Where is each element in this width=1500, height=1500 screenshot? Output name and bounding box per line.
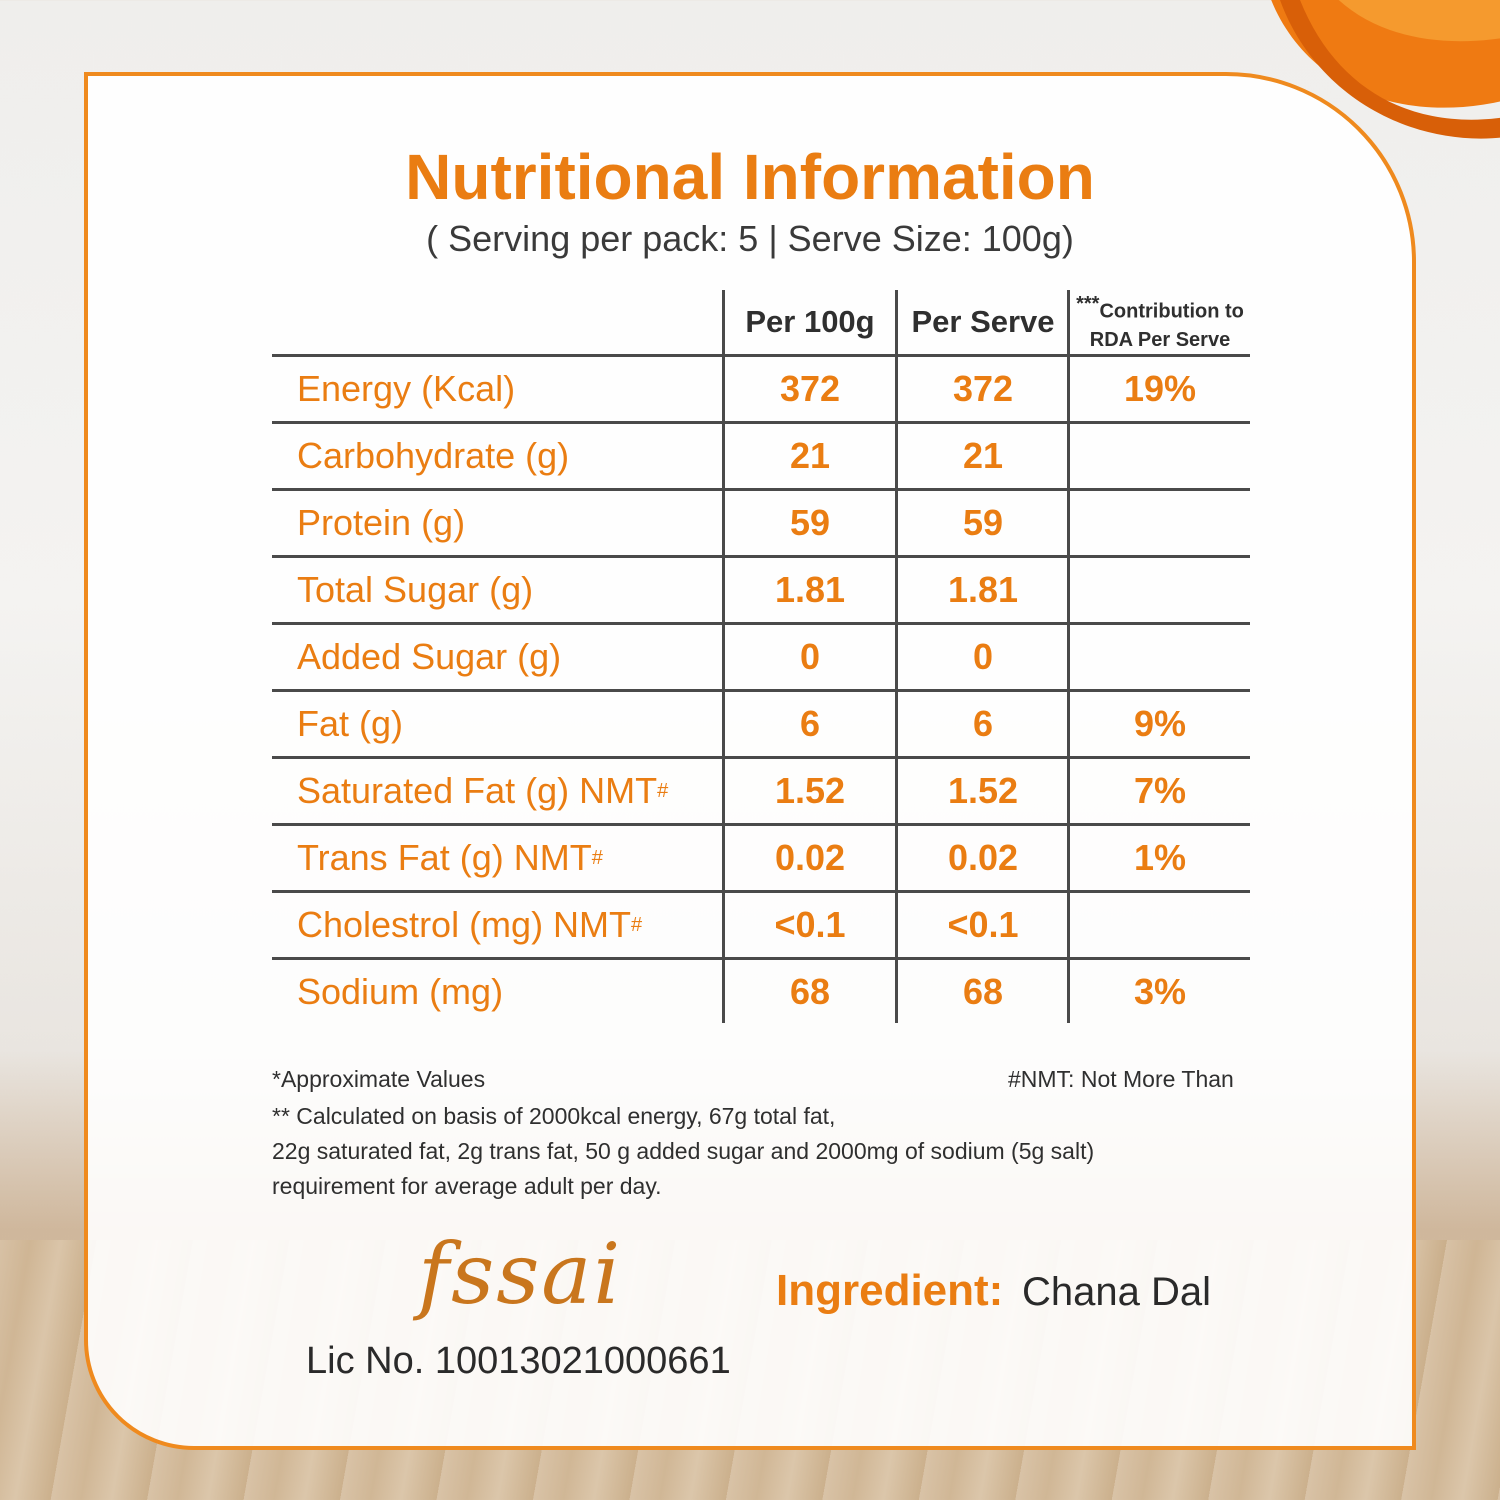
nutrient-label: Trans Fat (g) NMT # <box>297 837 603 878</box>
value-per-100g: 0.02 <box>774 837 846 878</box>
footnote-approx: *Approximate Values <box>272 1066 486 1092</box>
value-rda <box>1070 558 1250 622</box>
nutrient-label: Fat (g) <box>297 703 404 744</box>
footnote-calc-2: 22g saturated fat, 2g trans fat, 50 g added sugar and 2000mg of sodium (5g salt) <box>272 1138 1095 1164</box>
table-row <box>272 890 1250 957</box>
value-per-100g: 1.81 <box>774 569 846 610</box>
rda-mark: *** <box>1076 293 1100 316</box>
value-rda: 7% <box>1133 770 1187 811</box>
value-per-100g: 6 <box>799 703 821 744</box>
nutrient-label: Added Sugar (g) <box>297 636 562 677</box>
header-per-100g: Per 100g <box>745 304 875 339</box>
table-row <box>272 756 1250 823</box>
ingredient-value: Chana Dal <box>1022 1270 1212 1314</box>
value-per-100g: 59 <box>789 502 831 543</box>
table-row <box>272 622 1250 689</box>
table-row <box>272 354 1250 421</box>
value-per-serve: 372 <box>952 368 1014 409</box>
value-rda <box>1070 893 1250 957</box>
value-rda: 19% <box>1123 368 1197 409</box>
value-per-100g: 68 <box>789 971 831 1012</box>
value-rda <box>1070 424 1250 488</box>
serving-info: ( Serving per pack: 5 | Serve Size: 100g) <box>426 218 1074 259</box>
value-rda <box>1070 491 1250 555</box>
value-per-100g: <0.1 <box>774 904 846 945</box>
license-number: Lic No. 10013021000661 <box>306 1340 731 1382</box>
fssai-logo: fssai <box>418 1225 623 1323</box>
nutrient-label: Saturated Fat (g) NMT # <box>297 770 669 811</box>
table-header-row <box>272 290 1250 354</box>
value-per-serve: 0 <box>972 636 994 677</box>
header-rda-label: Contribution to RDA Per Serve <box>1089 300 1244 351</box>
footnote-calc-3: requirement for average adult per day. <box>272 1173 662 1199</box>
table-row <box>272 421 1250 488</box>
value-per-100g: 0 <box>799 636 821 677</box>
nutrition-table <box>272 290 1250 1024</box>
footnote-nmt: #NMT: Not More Than <box>1008 1066 1234 1092</box>
value-per-serve: 59 <box>962 502 1004 543</box>
nutrient-label: Cholestrol (mg) NMT # <box>297 904 643 945</box>
table-row <box>272 823 1250 890</box>
table-row <box>272 555 1250 622</box>
header-per-serve: Per Serve <box>911 304 1055 339</box>
value-per-serve: 0.02 <box>947 837 1019 878</box>
value-per-100g: 21 <box>789 435 831 476</box>
value-rda: 1% <box>1133 837 1187 878</box>
nutrient-label: Total Sugar (g) <box>297 569 534 610</box>
table-row <box>272 488 1250 555</box>
nmt-mark: # <box>631 913 643 936</box>
value-rda <box>1070 625 1250 689</box>
page-title: Nutritional Information <box>405 141 1095 213</box>
header-rda <box>1070 290 1250 354</box>
table-row <box>272 957 1250 1024</box>
nutrient-label: Carbohydrate (g) <box>297 435 570 476</box>
value-per-serve: 6 <box>972 703 994 744</box>
value-per-serve: 1.52 <box>947 770 1019 811</box>
value-per-serve: <0.1 <box>947 904 1019 945</box>
value-per-100g: 1.52 <box>774 770 846 811</box>
nutrient-label: Sodium (mg) <box>297 971 504 1012</box>
ingredient-label: Ingredient: <box>776 1266 1004 1315</box>
value-rda: 9% <box>1133 703 1187 744</box>
nutrient-label: Energy (Kcal) <box>297 368 516 409</box>
nmt-mark: # <box>657 779 669 802</box>
value-rda: 3% <box>1133 971 1187 1012</box>
footnote-calc-1: ** Calculated on basis of 2000kcal energy, 67g total fat, <box>272 1103 836 1129</box>
value-per-serve: 21 <box>962 435 1004 476</box>
nutrient-label: Protein (g) <box>297 502 466 543</box>
value-per-serve: 1.81 <box>947 569 1019 610</box>
table-row <box>272 689 1250 756</box>
value-per-100g: 372 <box>779 368 841 409</box>
value-per-serve: 68 <box>962 971 1004 1012</box>
nmt-mark: # <box>591 846 603 869</box>
